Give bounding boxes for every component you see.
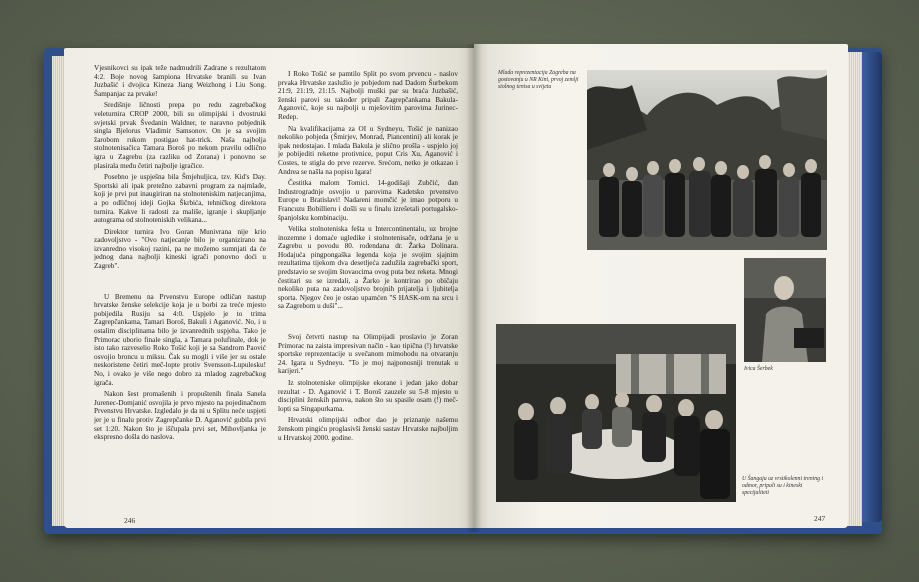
left-column-1 [94, 64, 266, 514]
right-page [474, 44, 848, 528]
paragraph: Vjesnikovci su ipak teže nadmudrili Zadrane s rezultatom 4:2. Boje novog šampiona Hrvatske branili su Ivan Juzbašić i dvojica Kineza Jiang Weizhong i Liu Song. Šampanjac za prvake! [94, 64, 266, 98]
paragraph: Hrvatski olimpijski odbor dao je priznanje našemu ženskom pingiću proglasivši ženski sastav Hrvatske najboljim u Hrvatskoj 2000. godine. [278, 416, 458, 442]
caption-top-photo: Mlada reprezentacija Zagreba na gostovanju u NR Kini, prvoj zemlji stolnog tenisa u svijetu [498, 70, 579, 90]
paragraph: I Roko Tošić se pamtilo Split po svom prvencu - naslov prvaka Hrvatske zaslužio je pobjedom nad Dadom Šurbekom 21:9, 21:19, 21:15. Najbolji muški par su braća Juzbašić, ženski parovi su također pripali Zagrepčankama Bakula-Aganović, koje su najbolji u mješovitim parovima Jurinec-Redep. [278, 70, 458, 121]
paragraph: Na kvalifikacijama za OI u Sydneyu, Tošić je nanizao nekoliko pobjeda (Šmirjev, Monrad, Piancentini) ali korak je ipak nedostajao. I mlada Bakula je slično prošla - uspjelo joj je pobijediti reketne protivnice, poput Cris Xu, Aganović i Costes, te stigla do prve rezerve. Srećom, netko je otkazao i Andrea se našla na popisu Igara! [278, 124, 458, 176]
page-number-left: 246 [124, 516, 136, 525]
paragraph: Čestitka malom Tomici. 14-godišaji Zubčić, đan Industrogradnje osvojio u parovima Kadetsko prvenstvo Europe u Bratislavi! Nadareni momčić je imao potporu u Francuzu Bobillieru i došli su u finalu izrešetali portugalsko-španjolsku kombinaciju. [278, 179, 458, 222]
portrait-photo [744, 258, 826, 362]
left-column-2 [278, 70, 458, 520]
restaurant-photo [496, 324, 736, 502]
page-number-right: 247 [814, 514, 826, 523]
left-page [64, 48, 474, 528]
portrait-photo-art [744, 258, 826, 362]
caption-restaurant: U Šangaju uz vrstikolenni trening i odmor, pripali su i kineski specijaliteti [742, 476, 824, 496]
paragraph: U Bremenu na Prvenstvu Europe odličan nastup hrvatske ženske selekcije koja je u borbi za treće mjesto pobijedila Rusiju sa 4:0. Uspjelo je to trima Zagrepčankama, Tamari Boroš, Bakuli i Aganović. No, i u ostalim disciplinama bilo je izvanrednih uspjeha. Tako je Primorac uborio finale singla, a Tamara polufinale, dok je isto tako razveselio Roko Tošić koji je sa Sandrom Paović osvojio broncu u miksu. Čak su mogli i više jer su ostale neskoristene četiri meč-lopte protiv Svensson-Lupulesku! No, i ovako je više nego dobro za mladog zagrebačkog igrača. [94, 292, 266, 387]
book-spine-edge [862, 52, 882, 522]
team-group-photo [587, 70, 827, 250]
paragraph: Svoj četvrti nastup na Olimpijadi proslavio je Zoran Primorac na zaista impresivan način - kao tipična (!) hrvatske sportske reprezentacije u svečanom mimohodu na otvaranju 24. Igara u Sydneyu. "To je moj najponosniji trenutak u karijeri." [278, 333, 458, 376]
paragraph: Velika stolnoteniska fešta u Intercontinentalu, uz brojne inozemne i domaće ugledike i stolnotenisače, održana je u Zagrebu u povodu 80. rođendana dr. Žarka Dolinara. Hodajuća pingpongaška legenda koja je svojim sjajnim rezultatima tijekom dva desetljeća zadužila zagrebački sport, predstavio se svojim štovaocima ovog puta bez reketa. Mnogi čestitari su se izredali, a Žarko je kontrirao po običaju nekoliko puta na zadovoljstvo brojnih prijatelja i ljubitelja sporta. Njegov čeo je ostao upamćen "S HASK-om na srcu i sa Zagrebom u duši"... [278, 225, 458, 311]
paragraph: Nakon šest promašenih i propuštenih finala Sanela Jurenec-Domjanić osvojila je prvo mjesto na pojedinačnom Prvenstvu Hrvatske. Izgledalo je da ni u Splitu neće uspjeti jer je u finalu protiv Zagrepčanke D. Aganović gubila prvi set 1:20. Nakon što je iščupala prvi set, Mihovljanka je ekspresno došla do naslova. [94, 390, 266, 442]
paragraph: Iz stolnoteniske olimpijske ekorane i jedan jako dobar rezultat - D. Aganović i T. Boroš zauzele su 5-8 mjesto u disciplini ženskih parova, nakon što su spasile osam (!) meč-lopti sa Singapurkama. [278, 379, 458, 413]
book-gutter-shadow [466, 44, 482, 532]
paragraph: Posebno je uspješna bila Šmjehuljica, tzv. Kid's Day. Sportski ali ipak pretežno zabavni program za najmlađe, koji je prvi put inaugiriran na stolnoteniskim natjecanjima, a po odličnoj ideji Gojka Škrbića, tehničkog direktora turnira. Kakve li radosti za mališe, igranje i skupljanje autograma od stolnoteniskih velikana... [94, 173, 266, 225]
caption-portrait: Ivica Šerbek [744, 366, 773, 372]
team-group-photo-art [587, 70, 827, 250]
paragraph: Direktor turnira Ivo Goran Munivrana nije krio zadovoljstvo - "Ovo natjecanje bilo je organizirano na izvanredno visokoj razini, pa ne možemo sumnjati da će jednog dana najbolji kineski igrači ponovno doći u Zagreb". [94, 227, 266, 271]
page-stack-right [846, 52, 862, 526]
restaurant-photo-art [496, 324, 736, 502]
paragraph: Središnje ličnosti prepa po redu zagrebačkog veleturnira CROP 2000, bili su olimpijski i dvostruki svjetski prvak Švedanin Waldner, te naravno pobjednik singla Bjelorus Vladimir Samsonov. On je sa svojim žarobom rukom postigao hat-trick. Naša najbolja stolnotenisačica Tamara Boroš po nekom pravilu odlično igra u Zagrebu (za razliku od Zorana) i ponovno se plasirala među četiri najbolje igračice. [94, 101, 266, 170]
